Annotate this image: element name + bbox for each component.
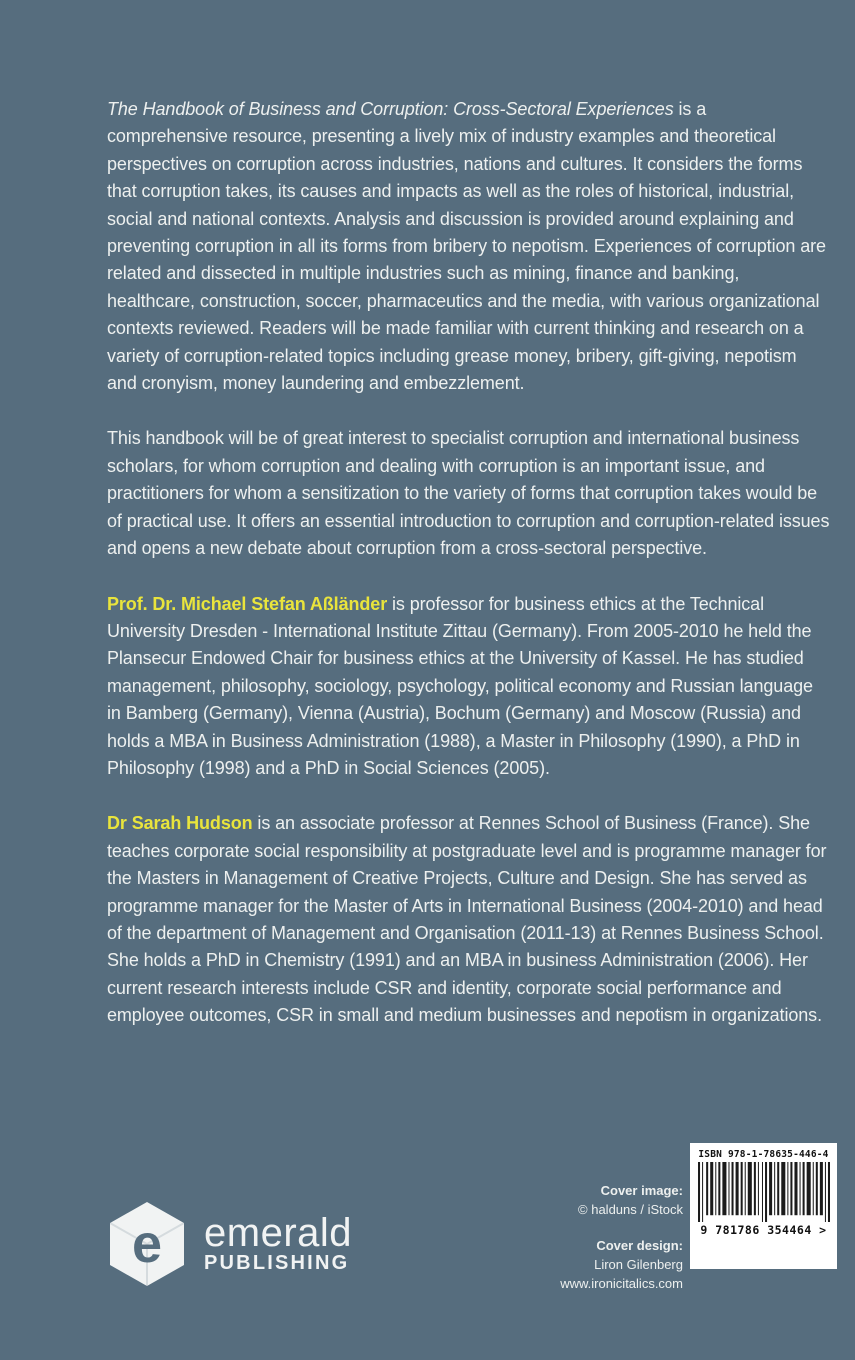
synopsis-text: is a comprehensive resource, presenting a lively mix of industry examples and theoretical perspectives on corruption across industries, nations and cultures. It considers the forms that corruption takes, its causes and impacts as well as the roles of historical, industrial, social and national contexts. Analysis and discussion is provided around explaining and preventing corruption in all its forms from bribery to nepotism. Experiences of corruption are related and dissected in multiple industries such as mining, finance and banking, healthcare, construction, soccer, pharmaceutics and the media, with various organizational contexts reviewed. Readers will be made familiar with current thinking and research on a variety of corruption-related topics including grease money, bribery, gift-giving, nepotism and cronyism, money laundering and embezzlement. — [107, 99, 826, 394]
cover-credits — [560, 1181, 683, 1293]
isbn-label: ISBN 978-1-78635-446-4 — [698, 1149, 829, 1160]
cover-image-label: Cover image: — [600, 1183, 683, 1198]
wordmark-emerald: emerald — [204, 1210, 353, 1255]
back-cover-text — [107, 96, 831, 1058]
book-title: The Handbook of Business and Corruption: Cross-Sectoral Experiences — [107, 99, 674, 119]
author-name-hudson: Dr Sarah Hudson — [107, 813, 253, 834]
cover-image-credit: © halduns / iStock — [578, 1202, 683, 1217]
paragraph-audience: This handbook will be of great interest to specialist corruption and international business scholars, for whom corruption and dealing with corruption is an important issue, and practitioners for whom a sensitization to the variety of forms that corruption takes would be of practical use. It offers an essential introduction to corruption and corruption-related issues and opens a new debate about corruption from a cross-sectoral perspective. — [107, 428, 830, 559]
barcode-bars — [697, 1162, 830, 1222]
author-bio-hudson — [107, 810, 831, 1029]
isbn-barcode — [690, 1143, 837, 1269]
cover-designer-name: Liron Gilenberg — [594, 1257, 683, 1272]
paragraph-synopsis — [107, 96, 831, 397]
author-bio-text-asslander: is professor for business ethics at the Technical University Dresden - International Institute Zittau (Germany). From 2005-2010 he held the Plansecur Endowed Chair for business ethics at the University of Kassel. He has studied management, philosophy, sociology, psychology, political economy and Russian language in Bamberg (Germany), Vienna (Austria), Bochum (Germany) and Moscow (Russia) and holds a MBA in Business Administration (1988), a Master in Philosophy (1990), a PhD in Philosophy (1998) and a PhD in Social Sciences (2005). — [107, 593, 813, 778]
barcode-digits: 9 781786 354464 > — [700, 1223, 827, 1237]
cover-design-label: Cover design: — [596, 1238, 683, 1253]
cover-image-credit-group — [560, 1181, 683, 1219]
author-bio-text-hudson: is an associate professor at Rennes School of Business (France). She teaches corporate social responsibility at postgraduate level and is programme manager for the Masters in Management of Creative Projects, Culture and Design. She has served as programme manager for the Master of Arts in International Business (2004-2010) and head of the department of Management and Organisation (2011-13) at Rennes Business School. She holds a PhD in Chemistry (1991) and an MBA in business Administration (2006). Her current research interests include CSR and identity, corporate social performance and employee outcomes, CSR in small and medium businesses and nepotism in organizations. — [107, 813, 827, 1026]
emerald-e-glyph: e — [131, 1214, 163, 1274]
author-bio-asslander — [107, 591, 831, 783]
emerald-cube-icon — [106, 1200, 188, 1288]
author-name-asslander: Prof. Dr. Michael Stefan Aßländer — [107, 593, 388, 614]
wordmark-publishing: PUBLISHING — [204, 1251, 350, 1274]
emerald-wordmark — [204, 1210, 353, 1275]
emerald-publishing-logo — [106, 1200, 352, 1288]
cover-designer-website: www.ironicitalics.com — [560, 1276, 683, 1291]
cover-design-credit-group — [560, 1236, 683, 1293]
